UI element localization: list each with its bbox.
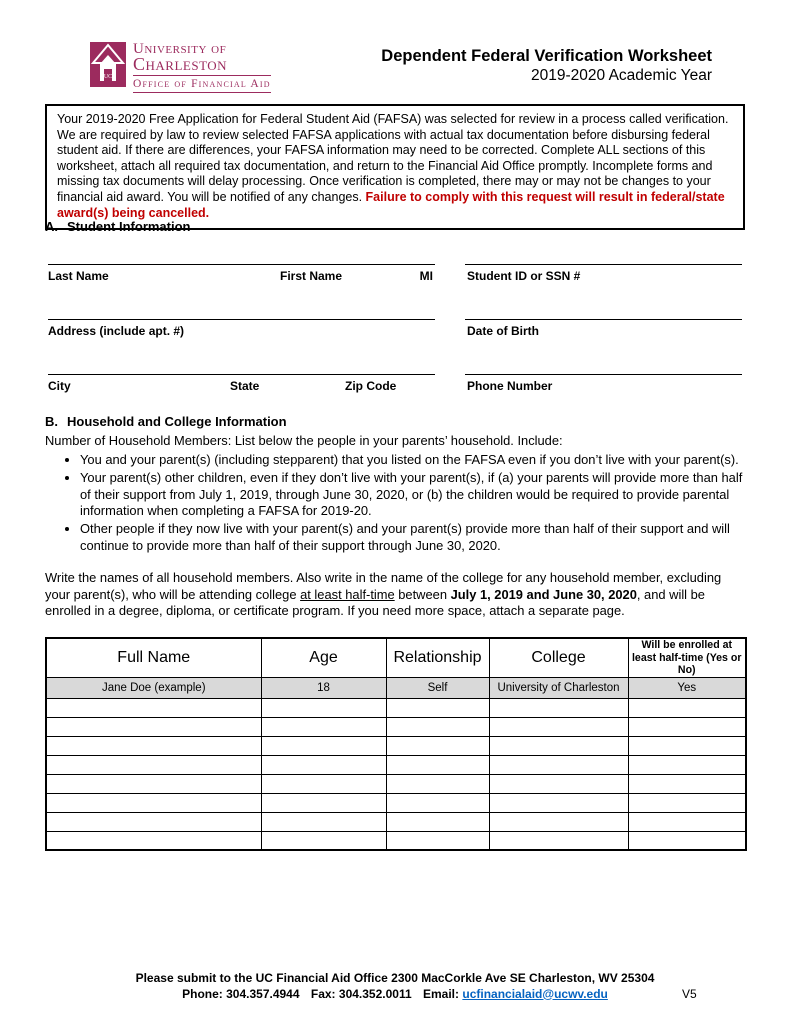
uc-logo-text bbox=[133, 42, 271, 93]
table-row bbox=[46, 698, 746, 717]
last-name-label: Last Name bbox=[48, 269, 109, 283]
field-dob-line[interactable] bbox=[465, 319, 742, 338]
field-phone-line[interactable] bbox=[465, 374, 742, 393]
table-cell[interactable] bbox=[386, 812, 489, 831]
col-header-relationship: Relationship bbox=[386, 638, 489, 677]
table-row bbox=[46, 812, 746, 831]
student-id-label: Student ID or SSN # bbox=[467, 269, 581, 283]
col-header-enrolled: Will be enrolled at least half-time (Yes or No) bbox=[628, 638, 746, 677]
state-label: State bbox=[230, 379, 260, 393]
table-cell[interactable] bbox=[386, 717, 489, 736]
phone-label: Phone: bbox=[182, 986, 223, 1001]
table-cell[interactable] bbox=[386, 755, 489, 774]
example-college: University of Charleston bbox=[489, 677, 628, 698]
intro-body-text: Your 2019-2020 Free Application for Federal Student Aid (FAFSA) was selected for review in a process called verification. We are required by law to review selected FAFSA applications with actual tax documentation before disbursing federal student aid. If there are differences, your FAFSA information may need to be corrected. Complete ALL sections of this worksheet, attach all required tax documentation, and return to the Financial Aid Office promptly. Incomplete forms and missing tax documents will delay processing. Once verification is completed, there may or may not be changes to your financial aid award. You will be notified of any changes. bbox=[57, 112, 729, 204]
table-cell[interactable] bbox=[46, 755, 261, 774]
table-cell[interactable] bbox=[46, 736, 261, 755]
table-cell[interactable] bbox=[628, 831, 746, 850]
table-cell[interactable] bbox=[489, 812, 628, 831]
table-row bbox=[46, 831, 746, 850]
table-cell[interactable] bbox=[489, 831, 628, 850]
zip-code-label: Zip Code bbox=[345, 379, 397, 393]
fax-value: 304.352.0011 bbox=[338, 986, 412, 1001]
table-cell[interactable] bbox=[489, 755, 628, 774]
city-label: City bbox=[48, 379, 71, 393]
table-cell[interactable] bbox=[628, 774, 746, 793]
household-rules-list bbox=[45, 452, 746, 554]
field-student-id-line[interactable] bbox=[465, 264, 742, 283]
paragraph-bold-dates: July 1, 2019 and June 30, 2020 bbox=[450, 586, 637, 602]
dob-label: Date of Birth bbox=[467, 324, 539, 338]
example-full-name: Jane Doe (example) bbox=[46, 677, 261, 698]
paragraph-text: between bbox=[394, 586, 451, 602]
section-a-label: A. bbox=[45, 219, 58, 234]
document-title-block bbox=[381, 46, 712, 86]
household-table bbox=[45, 637, 747, 851]
col-header-college: College bbox=[489, 638, 628, 677]
table-row bbox=[46, 755, 746, 774]
paragraph-text: Write the names of all household members. Also write in the name of the college for any household member, excluding your parent(s), who will be attending college bbox=[45, 570, 722, 602]
list-item: • Other people if they now live with your parent(s) and your parent(s) provide more than half of their support and will continue to provide more than half of their support through June 30, 2020. bbox=[80, 521, 746, 554]
page-title: Dependent Federal Verification Worksheet bbox=[381, 47, 712, 65]
table-cell[interactable] bbox=[386, 698, 489, 717]
col-header-age: Age bbox=[261, 638, 386, 677]
table-cell[interactable] bbox=[261, 698, 386, 717]
household-members-intro: Number of Household Members: List below the people in your parents’ household. Include: bbox=[45, 433, 563, 449]
section-a-title: Student Information bbox=[67, 219, 191, 234]
address-label: Address (include apt. #) bbox=[48, 324, 185, 338]
table-cell[interactable] bbox=[628, 812, 746, 831]
household-table-body bbox=[46, 677, 746, 850]
intro-warning-text: Failure to comply with this request will result in federal/state award(s) being cancelled. bbox=[57, 189, 725, 220]
table-row bbox=[46, 774, 746, 793]
section-b-label: B. bbox=[45, 414, 58, 429]
table-row bbox=[46, 736, 746, 755]
table-cell[interactable] bbox=[628, 793, 746, 812]
table-cell[interactable] bbox=[261, 812, 386, 831]
table-cell[interactable] bbox=[628, 698, 746, 717]
example-relationship: Self bbox=[386, 677, 489, 698]
section-a-heading bbox=[45, 219, 191, 234]
table-cell[interactable] bbox=[489, 717, 628, 736]
table-cell[interactable] bbox=[628, 736, 746, 755]
logo-office-line: Office of Financial Aid bbox=[133, 75, 271, 93]
mi-label: MI bbox=[419, 269, 433, 283]
example-age: 18 bbox=[261, 677, 386, 698]
field-city-state-zip-line[interactable] bbox=[48, 374, 435, 393]
table-cell[interactable] bbox=[628, 755, 746, 774]
field-name-line[interactable] bbox=[48, 264, 435, 283]
section-b bbox=[45, 414, 746, 619]
table-row bbox=[46, 793, 746, 812]
table-cell[interactable] bbox=[386, 831, 489, 850]
fax-label: Fax: bbox=[310, 986, 336, 1001]
table-cell[interactable] bbox=[46, 793, 261, 812]
logo-university-line1: University of bbox=[133, 41, 227, 57]
table-row-example bbox=[46, 677, 746, 698]
footer-submit-line: Please submit to the UC Financial Aid Office 2300 MacCorkle Ave SE Charleston, WV 25304 bbox=[135, 971, 655, 985]
logo-university-line2: Charleston bbox=[133, 54, 228, 74]
phone-value: 304.357.4944 bbox=[226, 986, 300, 1001]
paragraph-underlined-text: at least half-time bbox=[300, 586, 395, 602]
example-enrolled: Yes bbox=[628, 677, 746, 698]
table-cell[interactable] bbox=[386, 793, 489, 812]
table-cell[interactable] bbox=[46, 831, 261, 850]
uc-emblem-icon bbox=[90, 42, 126, 87]
table-cell[interactable] bbox=[46, 717, 261, 736]
uc-logo bbox=[90, 42, 271, 93]
table-cell[interactable] bbox=[386, 774, 489, 793]
list-item: • Your parent(s) other children, even if they don’t live with your parent(s), if (a) your parents will provide more than half of their support from July 1, 2019, through June 30, 2020, or (b) the children would be required to provide parental information when completing a FAFSA for 2019-20. bbox=[80, 470, 746, 519]
table-cell[interactable] bbox=[46, 812, 261, 831]
intro-notice-box bbox=[45, 104, 745, 230]
page-subtitle: 2019-2020 Academic Year bbox=[531, 67, 712, 84]
table-cell[interactable] bbox=[46, 774, 261, 793]
phone-number-label: Phone Number bbox=[467, 379, 553, 393]
table-cell[interactable] bbox=[261, 793, 386, 812]
email-label: Email: bbox=[423, 986, 460, 1001]
table-cell[interactable] bbox=[261, 831, 386, 850]
table-cell[interactable] bbox=[261, 736, 386, 755]
table-cell[interactable] bbox=[46, 698, 261, 717]
first-name-label: First Name bbox=[280, 269, 343, 283]
field-address-line[interactable] bbox=[48, 319, 435, 338]
footer bbox=[45, 971, 745, 1002]
college-instructions-paragraph bbox=[45, 570, 746, 619]
paragraph-text: , and will be enrolled in a degree, diploma, or certificate program. If you need more space, attach a separate page. bbox=[45, 586, 705, 619]
table-cell[interactable] bbox=[628, 717, 746, 736]
section-b-title: Household and College Information bbox=[67, 414, 287, 429]
table-cell[interactable] bbox=[261, 774, 386, 793]
version-label: V5 bbox=[682, 987, 697, 1001]
table-cell[interactable] bbox=[261, 717, 386, 736]
footer-contact-line bbox=[45, 987, 745, 1003]
table-cell[interactable] bbox=[489, 698, 628, 717]
table-row bbox=[46, 717, 746, 736]
table-cell[interactable] bbox=[489, 736, 628, 755]
table-cell[interactable] bbox=[489, 793, 628, 812]
table-cell[interactable] bbox=[386, 736, 489, 755]
table-cell[interactable] bbox=[489, 774, 628, 793]
section-b-heading bbox=[45, 414, 746, 430]
col-header-full-name: Full Name bbox=[46, 638, 261, 677]
table-cell[interactable] bbox=[261, 755, 386, 774]
svg-text:UC: UC bbox=[103, 74, 113, 80]
email-link[interactable]: ucfinancialaid@ucwv.edu bbox=[462, 986, 608, 1001]
list-item: • You and your parent(s) (including stepparent) that you listed on the FAFSA even if you don’t live with your parent(s). bbox=[80, 452, 746, 468]
table-header-row bbox=[46, 638, 746, 677]
